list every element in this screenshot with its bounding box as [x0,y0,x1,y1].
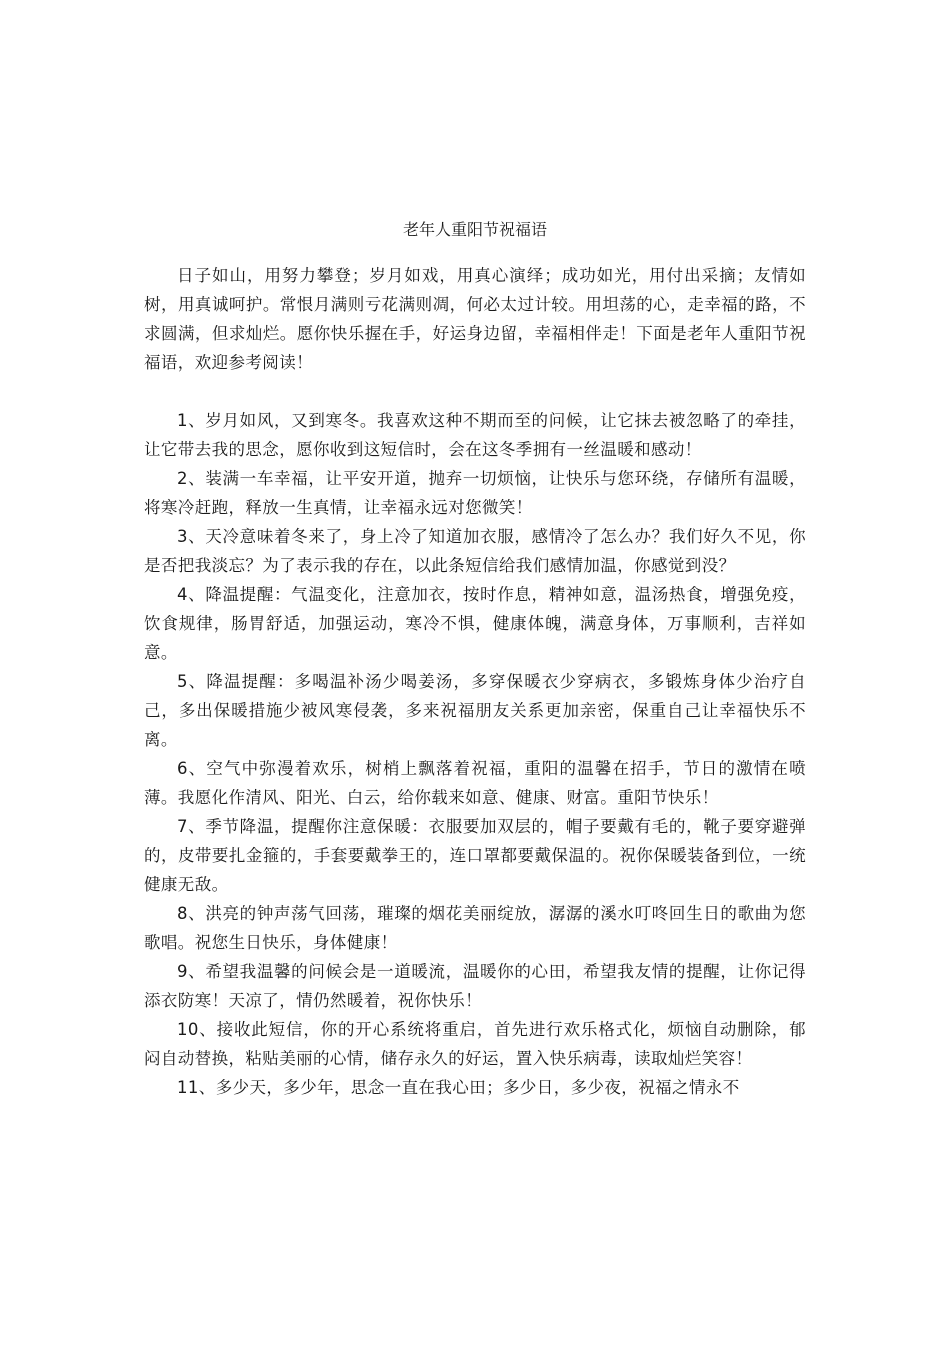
list-item: 1、岁月如风，又到寒冬。我喜欢这种不期而至的问候，让它抹去被忽略了的牵挂，让它带去我的思念，愿你收到这短信时，会在这冬季拥有一丝温暖和感动！ [144,411,806,459]
document-title: 老年人重阳节祝福语 [402,220,547,239]
list-item: 6、空气中弥漫着欢乐，树梢上飘落着祝福，重阳的温馨在招手，节日的激情在喷薄。我愿化作清风、阳光、白云，给你载来如意、健康、财富。重阳节快乐！ [144,759,806,807]
document-body [144,261,806,1102]
list-item: 5、降温提醒：多喝温补汤少喝姜汤，多穿保暖衣少穿病衣，多锻炼身体少治疗自己，多出保暖措施少被风寒侵袭，多来祝福朋友关系更加亲密，保重自己让幸福快乐不离。 [144,672,806,749]
intro-paragraph: 日子如山，用努力攀登；岁月如戏，用真心演绎；成功如光，用付出采摘；友情如树，用真诚呵护。常恨月满则亏花满则凋，何必太过计较。用坦荡的心，走幸福的路，不求圆满，但求灿烂。愿你快乐握在手，好运身边留，幸福相伴走！下面是老年人重阳节祝福语，欢迎参考阅读！ [144,266,806,372]
list-item: 2、装满一车幸福，让平安开道，抛弃一切烦恼，让快乐与您环绕，存储所有温暖，将寒冷赶跑，释放一生真情，让幸福永远对您微笑！ [144,469,806,517]
list-item: 4、降温提醒：气温变化，注意加衣，按时作息，精神如意，温汤热食，增强免疫，饮食规律，肠胃舒适，加强运动，寒冷不惧，健康体魄，满意身体，万事顺利，吉祥如意。 [144,585,806,662]
list-item: 7、季节降温，提醒你注意保暖：衣服要加双层的，帽子要戴有毛的，靴子要穿避弹的，皮带要扎金箍的，手套要戴拳王的，连口罩都要戴保温的。祝你保暖装备到位，一统健康无敌。 [144,817,806,894]
list-item: 10、接收此短信，你的开心系统将重启，首先进行欢乐格式化，烦恼自动删除，郁闷自动替换，粘贴美丽的心情，储存永久的好运，置入快乐病毒，读取灿烂笑容！ [144,1020,806,1068]
list-item: 3、天冷意味着冬来了，身上冷了知道加衣服，感情冷了怎么办？我们好久不见，你是否把我淡忘？为了表示我的存在，以此条短信给我们感情加温，你感觉到没？ [144,527,806,575]
list-item: 11、多少天，多少年，思念一直在我心田；多少日，多少夜，祝福之情永不 [177,1078,740,1097]
list-item: 9、希望我温馨的问候会是一道暖流，温暖你的心田，希望我友情的提醒，让你记得添衣防寒！天凉了，情仍然暖着，祝你快乐！ [144,962,806,1010]
list-item: 8、洪亮的钟声荡气回荡，璀璨的烟花美丽绽放，潺潺的溪水叮咚回生日的歌曲为您歌唱。祝您生日快乐，身体健康！ [144,904,806,952]
